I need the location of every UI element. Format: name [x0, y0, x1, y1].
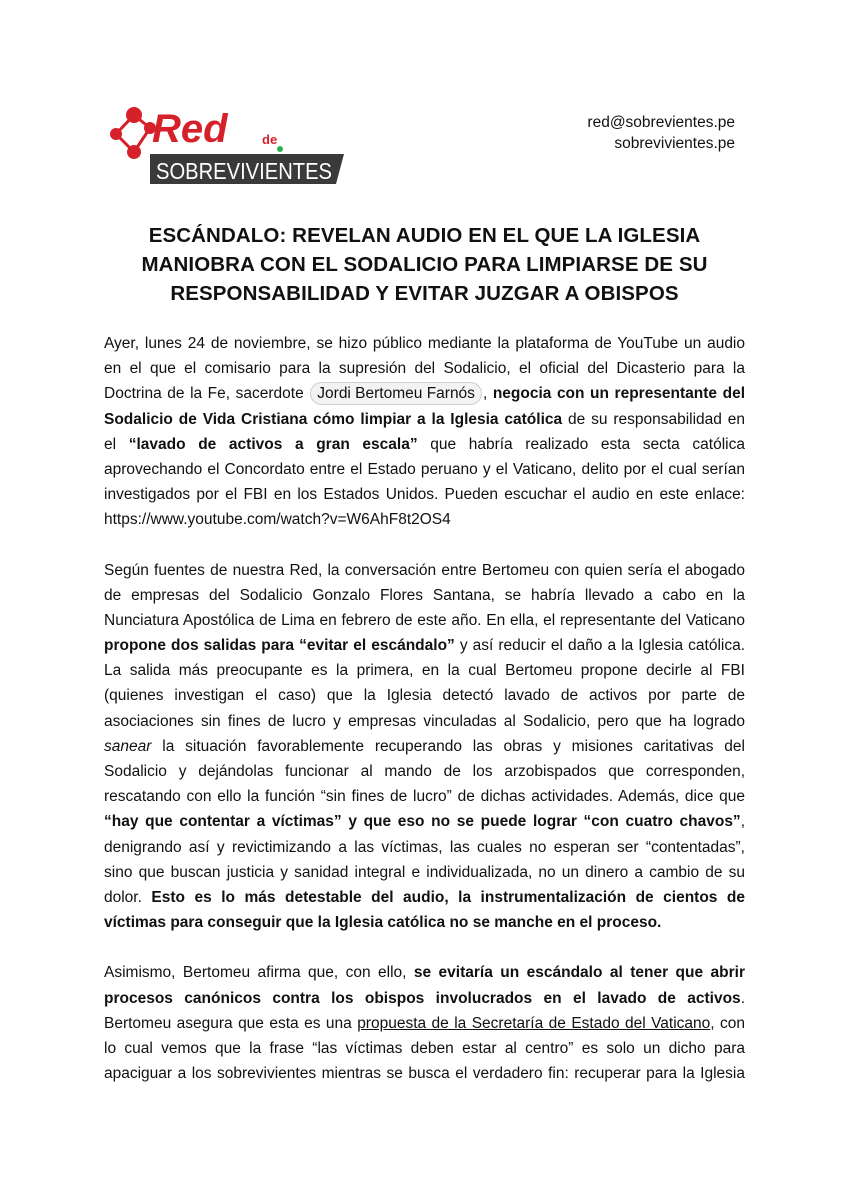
p3-line: apaciguar a los sobrevivientes mientras se busca el verdadero fin: recuperar para la Iglesia — [104, 1065, 745, 1083]
logo-word-de: de — [262, 132, 278, 147]
youtube-link[interactable]: https://www.youtube.com/watch?v=W6AhF8t2OS4 — [104, 511, 451, 529]
p2-text: la situación favorablemente recuperando las obras y misiones caritativas del — [162, 737, 745, 755]
p2-line — [104, 809, 745, 834]
p2-line — [104, 734, 745, 759]
p2-line: La salida más preocupante es la primera, en la cual Bertomeu propone decirle al FBI — [104, 662, 745, 680]
contact-website[interactable]: sobrevivientes.pe — [614, 135, 735, 152]
logo-word-sobrevivientes: SOBREVIVIENTES — [156, 158, 332, 184]
p3-bold-text: procesos canónicos contra los obispos involucrados en el lavado de activos — [104, 989, 741, 1007]
p2-line: Nunciatura Apostólica de Lima en febrero de este año. En ella, el representante del Vaticano — [104, 611, 745, 629]
p3-line — [104, 1011, 745, 1036]
p2-text: dolor. — [104, 888, 142, 906]
article-body — [104, 331, 745, 1111]
p3-text: Asimismo, Bertomeu afirma que, con ello, — [104, 964, 407, 982]
p2-line: rescatando con ello la función “sin fines de lucro” de dichas actividades. Además, dice que — [104, 788, 745, 806]
p1-bold-text: “lavado de activos a gran escala” — [128, 435, 418, 453]
contact-block — [587, 112, 735, 154]
p2-text: y así reducir el daño a la Iglesia católica. — [459, 637, 746, 655]
p1-line: investigados por el FBI en los Estados Unidos. Pueden escuchar el audio en este enlace: — [104, 486, 745, 504]
p1-text: el — [104, 435, 117, 453]
p1-bold-text: Sodalicio de Vida Cristiana cómo limpiar a la Iglesia católica — [104, 410, 563, 428]
p1-text: de su responsabilidad en — [568, 410, 745, 428]
person-chip[interactable]: Jordi Bertomeu Farnós — [310, 382, 482, 405]
p1-text: Doctrina de la Fe, sacerdote — [104, 385, 304, 403]
p2-bold-text: “hay que contentar a víctimas” y que eso no se puede lograr “con cuatro chavos” — [104, 813, 741, 831]
p2-bold-text: propone dos salidas para “evitar el escándalo” — [104, 637, 455, 655]
page-title — [104, 221, 745, 308]
p3-line — [104, 986, 745, 1011]
p2-line: (quienes investigan el caso) que la Iglesia detectó lavado de activos por parte de — [104, 687, 745, 705]
p1-text: , — [482, 385, 488, 403]
p2-line: Sodalicio y dejándolas funcionar al mando de los arzobispados que corresponden, — [104, 763, 745, 780]
red-de-sobrevivientes-logo — [104, 104, 348, 188]
p1-line — [104, 381, 745, 406]
paragraph-2 — [104, 558, 745, 936]
contact-email[interactable]: red@sobrevientes.pe — [587, 114, 735, 131]
p2-line: asociaciones sin fines de lucro y empresas vinculadas al Sodalicio, pero que ha logrado — [104, 712, 745, 730]
logo-green-dot — [277, 146, 283, 152]
p2-line: de empresas del Sodalicio Gonzalo Flores Santana, se habría llevado a cabo en la — [104, 586, 745, 604]
title-line-3: RESPONSABILIDAD Y EVITAR JUZGAR A OBISPOS — [170, 282, 679, 305]
p3-line — [104, 960, 745, 985]
paragraph-1 — [104, 331, 745, 533]
p3-text: Bertomeu asegura que esta es una — [104, 1014, 352, 1032]
p1-bold-text: negocia con un representante del — [492, 385, 746, 403]
p2-bold-text: víctimas para conseguir que la Iglesia católica no se manche en el proceso. — [104, 914, 662, 932]
p1-line — [104, 407, 745, 432]
p3-text: . — [740, 989, 745, 1007]
paragraph-3 — [104, 960, 745, 1086]
p1-line — [104, 432, 745, 457]
p2-line: sino que buscan justicia y sanidad integral e individualizada, no un dinero a cambio de su — [104, 863, 745, 881]
p1-line: aprovechando el Concordato entre el Estado peruano y el Vaticano, delito por el cual serían — [104, 460, 745, 478]
p3-text: , con — [710, 1014, 746, 1032]
title-line-2: MANIOBRA CON EL SODALICIO PARA LIMPIARSE DE SU — [141, 253, 708, 276]
p2-bold-text: Esto es lo más detestable del audio, la instrumentalización de cientos de — [151, 888, 746, 906]
p1-text: que habría realizado esta secta católica — [430, 435, 745, 453]
p3-bold-text: se evitaría un escándalo al tener que abrir — [413, 964, 745, 982]
p2-line: denigrando así y revictimizando a las víctimas, las cuales no esperan ser “contentadas”, — [104, 838, 745, 856]
p2-line — [104, 885, 745, 910]
p2-line: Según fuentes de nuestra Red, la conversación entre Bertomeu con quien sería el abogado — [104, 561, 745, 579]
title-line-1: ESCÁNDALO: REVELAN AUDIO EN EL QUE LA IGLESIA — [148, 224, 701, 247]
p1-line: Ayer, lunes 24 de noviembre, se hizo público mediante la plataforma de YouTube un audio — [104, 335, 745, 352]
p2-line — [104, 633, 745, 658]
secretaria-link[interactable]: propuesta de la Secretaría de Estado del Vaticano — [357, 1014, 711, 1032]
logo-word-red: Red — [152, 107, 228, 151]
p2-italic-text: sanear — [104, 737, 152, 755]
p2-text: , — [740, 813, 745, 831]
p2-line — [104, 910, 745, 935]
network-nodes-icon — [110, 107, 156, 159]
p3-line: lo cual vemos que la frase “las víctimas deben estar al centro” es solo un dicho para — [104, 1039, 745, 1057]
p1-line: en el que el comisario para la supresión del Sodalicio, el oficial del Dicasterio para la — [104, 360, 745, 378]
